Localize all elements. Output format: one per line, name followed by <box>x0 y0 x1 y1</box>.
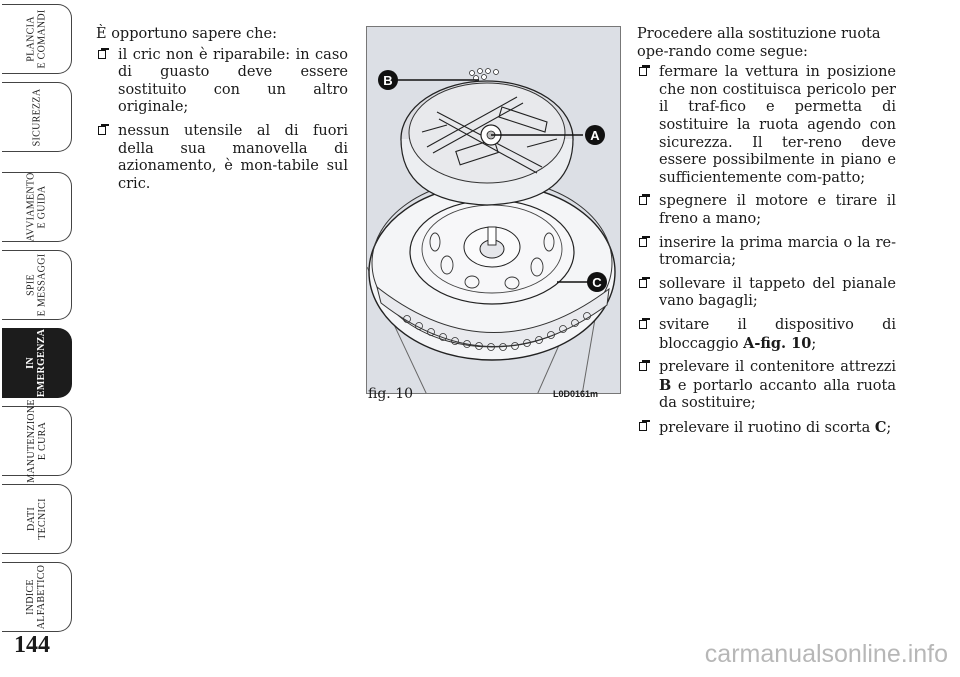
checkbox-bullet-icon <box>639 65 650 76</box>
watermark: carmanualsonline.info <box>704 640 948 668</box>
list-item: svitare il dispositivo di bloccaggio A-fig. 10; <box>637 317 896 353</box>
checkbox-bullet-icon <box>98 124 109 135</box>
left-text-column <box>96 26 348 199</box>
callout-label-c: C <box>592 275 602 290</box>
figure-caption: fig. 10 <box>368 386 414 402</box>
tab-dati-tecnici[interactable]: DATI TECNICI <box>2 484 72 554</box>
spare-wheel-illustration <box>366 26 621 394</box>
tab-indice-alfabetico[interactable]: INDICE ALFABETICO <box>2 562 72 632</box>
checkbox-bullet-icon <box>639 318 650 329</box>
checkbox-bullet-icon <box>639 420 650 431</box>
callout-label-a: A <box>590 128 600 143</box>
figure-code: L0D0161m <box>553 389 599 399</box>
checkbox-bullet-icon <box>639 194 650 205</box>
checkbox-bullet-icon <box>98 48 109 59</box>
list-item: fermare la vettura in posizione che non costituisca pericolo per il traf-fico e permetta di sostituire la ruota agendo con sicurezza. Il ter-reno deve essere possibilmente in piano e sufficientemente com-patto; <box>637 64 896 187</box>
tab-spie-e-messaggi[interactable]: SPIE E MESSAGGI <box>2 250 72 320</box>
page-number: 144 <box>14 632 50 658</box>
tab-avviamento-e-guida[interactable]: AVVIAMENTO E GUIDA <box>2 172 72 242</box>
checkbox-bullet-icon <box>639 236 650 247</box>
right-text-column <box>637 26 896 443</box>
right-list <box>637 64 896 437</box>
right-intro: Procedere alla sostituzione ruota ope-rando come segue: <box>637 26 881 60</box>
list-item: prelevare il contenitore attrezzi B e portarlo accanto alla ruota da sostituire; <box>637 359 896 413</box>
left-intro: È opportuno sapere che: <box>96 26 277 42</box>
list-item: spegnere il motore e tirare il freno a mano; <box>637 193 896 228</box>
tab-sicurezza[interactable]: SICUREZZA <box>2 82 72 152</box>
checkbox-bullet-icon <box>639 277 650 288</box>
tab-in-emergenza[interactable]: IN EMERGENZA <box>2 328 72 398</box>
list-item: nessun utensile al di fuori della sua manovella di azionamento, è mon-tabile sul cric. <box>96 123 348 193</box>
spare-wheel-drawing <box>367 27 621 394</box>
list-item: prelevare il ruotino di scorta C; <box>637 419 896 438</box>
callout-label-b: B <box>383 73 393 88</box>
left-list <box>96 47 348 194</box>
tab-manutenzione-e-cura[interactable]: MANUTENZIONE E CURA <box>2 406 72 476</box>
section-tabs <box>0 0 80 640</box>
list-item: inserire la prima marcia o la re-tromarcia; <box>637 235 896 270</box>
tab-plancia-e-comandi[interactable]: PLANCIA E COMANDI <box>2 4 72 74</box>
checkbox-bullet-icon <box>639 360 650 371</box>
list-item: il cric non è riparabile: in caso di guasto deve essere sostituito con un altro originale; <box>96 47 348 117</box>
list-item: sollevare il tappeto del pianale vano bagagli; <box>637 276 896 311</box>
